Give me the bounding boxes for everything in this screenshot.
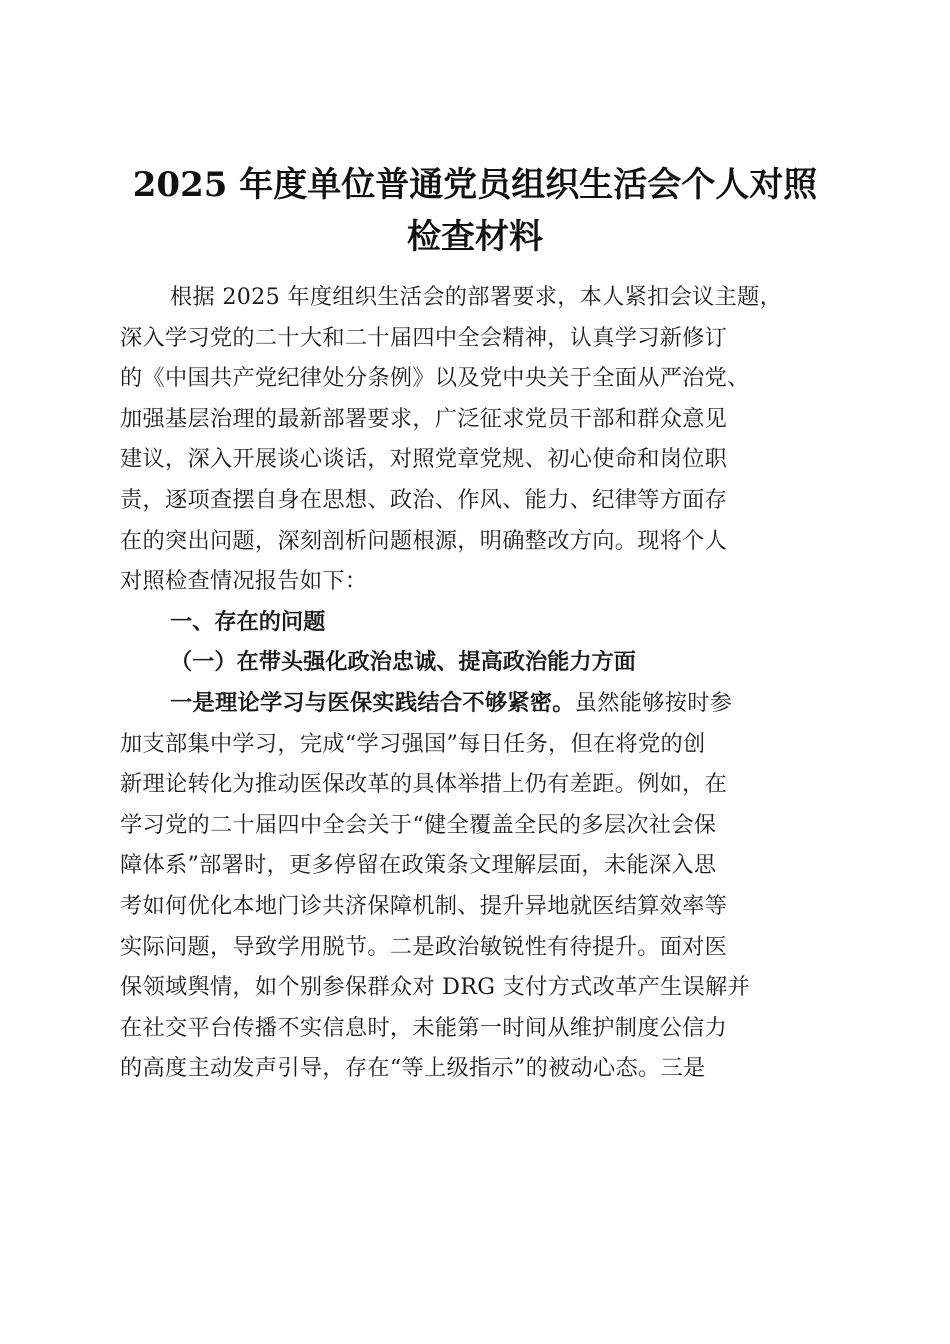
intro-line: 根据 2025 年度组织生活会的部署要求，本人紧扣会议主题， [170, 284, 783, 310]
body-line: 的高度主动发声引导，存在“等上级指示”的被动心态。三是 [120, 1055, 706, 1082]
body-line: 新理论转化为推动医保改革的具体举措上仍有差距。例如，在 [120, 771, 728, 798]
intro-line: 责，逐项查摆自身在思想、政治、作风、能力、纪律等方面存 [120, 486, 728, 513]
title-line-2: 检查材料 [407, 216, 543, 257]
intro-line: 在的突出问题，深刻剖析问题根源，明确整改方向。现将个人 [120, 527, 728, 554]
intro-line: 对照检查情况报告如下： [120, 568, 368, 595]
document-body [120, 277, 832, 1089]
intro-line: 加强基层治理的最新部署要求，广泛征求党员干部和群众意见 [120, 405, 728, 432]
body-lead-phrase: 一是理论学习与医保实践结合不够紧密。 [170, 689, 575, 716]
title-line-1: 2025 年度单位普通党员组织生活会个人对照 [132, 164, 818, 205]
body-line: 在社交平台传播不实信息时，未能第一时间从维护制度公信力 [120, 1014, 728, 1041]
body-line [120, 683, 832, 724]
intro-line: 深入学习党的二十大和二十届四中全会精神，认真学习新修订 [120, 324, 728, 351]
section-heading-problems: 一、存在的问题 [170, 608, 326, 635]
body-lead-rest: 虽然能够按时参 [574, 689, 733, 716]
body-line: 保领域舆情，如个别参保群众对 DRG 支付方式改革产生误解并 [120, 974, 751, 1001]
body-line: 加支部集中学习，完成“学习强国”每日任务，但在将党的创 [120, 730, 706, 757]
document-title [100, 159, 850, 263]
intro-paragraph [120, 277, 832, 602]
body-line: 障体系”部署时，更多停留在政策条文理解层面，未能深入思 [120, 852, 717, 879]
problems-paragraph [120, 683, 832, 1089]
body-line: 考如何优化本地门诊共济保障机制、提升异地就医结算效率等 [120, 892, 728, 919]
body-line: 学习党的二十届四中全会关于“健全覆盖全民的多层次社会保 [120, 811, 717, 838]
intro-line: 的《中国共产党纪律处分条例》以及党中央关于全面从严治党、 [120, 365, 750, 392]
intro-line: 建议，深入开展谈心谈话，对照党章党规、初心使命和岗位职 [120, 446, 728, 473]
body-line: 实际问题，导致学用脱节。二是政治敏锐性有待提升。面对医 [120, 933, 728, 960]
subsection-heading-political: （一）在带头强化政治忠诚、提高政治能力方面 [170, 649, 636, 676]
